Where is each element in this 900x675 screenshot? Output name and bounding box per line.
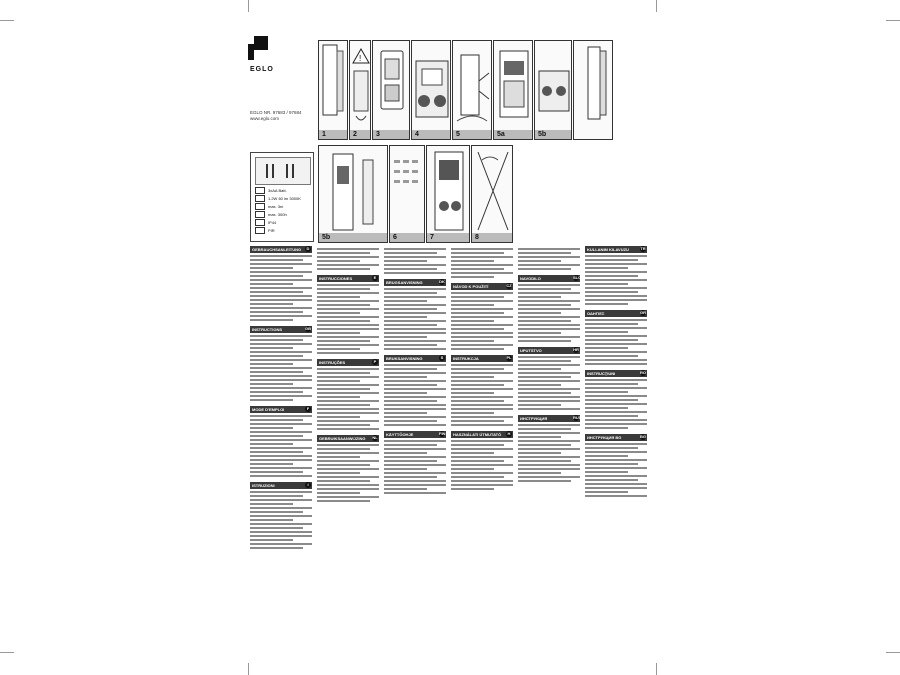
language-badge-icon: GB (305, 326, 311, 331)
crop-mark (0, 652, 14, 653)
language-section (384, 431, 446, 494)
language-badge-icon: F (306, 406, 310, 411)
spec-row: max. 300h (255, 211, 309, 219)
language-section (384, 355, 446, 426)
language-badge-icon: H (507, 431, 511, 436)
weight-icon (255, 227, 265, 234)
language-section (317, 359, 379, 430)
section-title: BRUGSANVISNING (386, 280, 423, 285)
figure-panel (534, 40, 572, 140)
language-badge-icon: P (373, 359, 377, 364)
language-badge-icon: E (373, 275, 377, 280)
temperature-icon (255, 211, 265, 218)
language-section (451, 431, 513, 490)
language-badge-icon: DK (439, 279, 445, 284)
language-section (317, 248, 379, 270)
language-section (451, 283, 513, 350)
language-badge-icon: SLO (573, 275, 582, 280)
meta-line: www.eglo.com (250, 116, 280, 121)
language-section (250, 326, 312, 401)
section-title: NÁVOD K POUŽITÍ (453, 284, 489, 289)
text-column (518, 246, 580, 487)
crop-mark (656, 0, 657, 12)
language-section (384, 279, 446, 350)
figure-label: 2 (350, 130, 370, 139)
spec-row: 1.2W 60 lm 3000K (255, 195, 309, 203)
language-section (585, 246, 647, 305)
wattage-icon (255, 195, 265, 202)
section-title: HASZNÁLATI ÚTMUTATÓ (453, 432, 502, 437)
figure-label: 7 (427, 233, 469, 242)
language-badge-icon: BG (640, 434, 646, 439)
figure-label: 3 (373, 130, 409, 139)
language-section (250, 246, 312, 321)
language-section (585, 310, 647, 365)
language-badge-icon: S (440, 355, 444, 360)
section-title: BRUKSANVISNING (386, 356, 423, 361)
product-thumbnail-icon (255, 157, 311, 185)
section-title: MODE D'EMPLOI (252, 407, 285, 412)
text-column (384, 246, 446, 499)
section-title: GEBRAUCHSANLEITUNG (252, 247, 302, 252)
language-section (518, 347, 580, 410)
language-badge-icon: TR (640, 246, 646, 251)
crop-mark (886, 20, 900, 21)
crop-mark (248, 663, 249, 675)
section-title: INSTRUCTIONS (252, 327, 282, 332)
language-badge-icon: CZ (506, 283, 512, 288)
svg-text:!: ! (359, 54, 362, 63)
battery-icon (255, 187, 265, 194)
section-title: KULLANIM KILAVUZU (587, 247, 629, 252)
figure-panel (493, 40, 533, 140)
language-section (585, 370, 647, 429)
crop-mark (0, 20, 14, 21)
language-section (250, 482, 312, 549)
language-section (317, 435, 379, 502)
figure-panel (389, 145, 425, 243)
language-section (585, 434, 647, 497)
meta-line: EGLO NR. 97683 / 97684 (250, 110, 302, 115)
document-meta (250, 110, 302, 122)
figure-panel (318, 145, 388, 243)
language-section (518, 415, 580, 482)
language-badge-icon: I (305, 482, 311, 488)
section-title: ИНСТРУКЦИЯ (520, 416, 548, 421)
language-badge-icon: HR (573, 347, 579, 352)
figure-panel (372, 40, 410, 140)
crop-mark (248, 0, 249, 12)
section-title: NAVODILO (520, 276, 541, 281)
brand-logo-icon (248, 36, 270, 62)
figure-label: 5 (453, 130, 491, 139)
language-section (518, 275, 580, 342)
figure-label: 5b (319, 233, 387, 242)
section-title: INSTRUCCIONES (319, 276, 353, 281)
figure-panel (452, 40, 492, 140)
figure-panel (411, 40, 451, 140)
language-badge-icon: FIN (439, 431, 446, 436)
language-section (317, 275, 379, 354)
section-title: INSTRUCŢIUNI (587, 371, 616, 376)
figure-label: 6 (390, 233, 424, 242)
language-badge-icon: GR (640, 310, 646, 315)
dimension-icon (255, 219, 265, 226)
figure-panel (349, 40, 371, 140)
figure-label: 5b (535, 130, 571, 139)
spec-row: PIR (255, 227, 309, 235)
text-column (451, 246, 513, 495)
language-badge-icon: RUS (573, 415, 582, 420)
spec-row: max. 3m (255, 203, 309, 211)
language-badge-icon: PL (506, 355, 512, 360)
section-title: INSTRUKCJA (453, 356, 479, 361)
crop-mark (656, 663, 657, 675)
text-column (585, 246, 647, 502)
figure-label: 5a (494, 130, 532, 139)
section-title: ISTRUZIONI (252, 483, 275, 488)
language-badge-icon: NL (372, 435, 378, 440)
section-title: KÄYTTÖOHJE (386, 432, 414, 437)
figure-panel (471, 145, 513, 243)
text-column (250, 246, 312, 554)
figure-label: 4 (412, 130, 450, 139)
language-section (451, 355, 513, 426)
figure-panel (426, 145, 470, 243)
figure-panel (573, 40, 613, 140)
language-badge-icon: D (306, 246, 310, 251)
brand-name: EGLO (250, 66, 274, 73)
section-title: UPUTSTVO (520, 348, 542, 353)
crop-mark (886, 652, 900, 653)
spec-row: IP44 (255, 219, 309, 227)
language-section (250, 406, 312, 477)
spec-box (250, 152, 314, 242)
figure-label: 8 (472, 233, 512, 242)
section-title: GEBRUIKSAANWIJZING (319, 436, 366, 441)
language-section (518, 248, 580, 270)
section-title: ΟΔΗΓΙΕΣ (587, 311, 605, 316)
text-column (317, 246, 379, 507)
section-title: ИНСТРУКЦИЯ BG (587, 435, 622, 440)
figure-panel (318, 40, 348, 140)
language-badge-icon: RO (640, 370, 646, 375)
ip-icon (255, 203, 265, 210)
figure-label: 1 (319, 130, 347, 139)
language-section (384, 248, 446, 274)
language-section (451, 248, 513, 278)
spec-row: 3xAA Batt. (255, 187, 309, 195)
section-title: INSTRUÇÕES (319, 360, 346, 365)
